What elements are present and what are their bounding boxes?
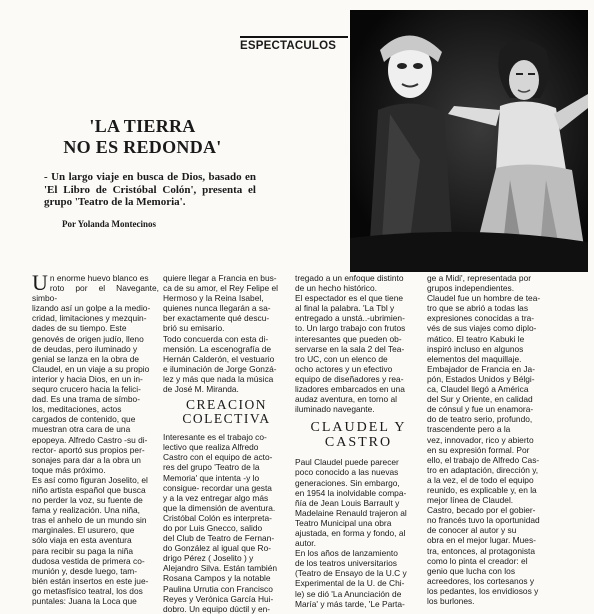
headline-line-2: NO ES REDONDA' xyxy=(63,137,222,157)
column-3 xyxy=(295,273,422,609)
column-4-paragraph-2: Claudel fue un hombre de tea- tro que se abrió a todas las expresiones conocidas a tra- vés de sus viajes como diplo- mático. El teatro Kabuki le inspiró incluso en algunos elementos del maquillaje. Embajador de Francia en Ja- pón, Estados Unidos y Bélgi- ca, Claudel llegó a América del Sur y Oriente, en calidad de cónsul y fue un enamora- do de teatro serio, profundo, trascendente pero a la vez, innovador, rico y abierto en su expresión formal. Por ello, el trabajo de Alfredo Cas- tro en adaptación, dirección y, a la vez, el de todo el equipo reunido, es explicable y, en la mejor línea de Claudel. xyxy=(427,293,541,506)
column-2 xyxy=(163,273,290,614)
subhead-line-2: CASTRO xyxy=(324,435,393,451)
section-label: ESPECTACULOS xyxy=(240,40,337,52)
column-2-paragraph-2: Todo concuerda con esta di- mensión. La escenografía de Hernán Calderón, el vestuario e iluminación de Jorge Gonzá- lez y más que nada la música de José M. Miranda. xyxy=(163,333,277,395)
subhead-line-1: CLAUDEL Y xyxy=(310,420,407,436)
column-1-paragraph-1-text: n enorme huevo blanco es roto por el Navegante, simbo- lizando así un golpe a la medio- cridad, limitaciones y mezquin- dades de su tiempo. Este genovés de origen judío, lleno de deudas, pero iluminado y genial se lanza en la obra de Claudel, en un viaje a su propio interior y hacia Dios, en un in- sequro crucero hacia la felici- dad. Es una trama de símbo- los, meditaciones, actos cargados de contenido, que muestran otra cara de una epopeya. Alfredo Castro -su di- rector- aportó sus propios per- sonajes para dar a la obra un toque más próximo. xyxy=(32,273,159,475)
subhead-line-2: COLECTIVA xyxy=(182,411,271,427)
column-4-paragraph-3: Castro, becado por el gobier- no francés tuvo la oportunidad de conocer al autor y su obra en el mejor lugar. Mues- tra, entonces, al protagonista como lo pinta el creador: el genio que lucha con los acreedores, los cortesanos y los pedantes, los envidiosos y los burlones. xyxy=(427,505,540,606)
headline-line-1: 'LA TIERRA xyxy=(89,116,196,136)
column-1-paragraph-2: Es así como figuran Joselito, el niño artista español que busca no perder la voz, su fuente de fama y realización. Una niña, tras el anhelo de un mundo sin marginales. El usurero, que sólo viaja en esta aventura para recibir su paga la niña dudosa vestida de primera co- munión y, desde luego, tam- bién están insertos en este jue- go metasfísico teatral, los dos puntales: Juana la Loca que xyxy=(32,474,149,606)
column-3-paragraph-2: El espectador es el que tiene al final la palabra. 'La Tbl y entregado a unstá..-ubrimien- to. Un largo trabajo con frutos interesantes que pueden ob- servarse en la sala 2 del Tea- tro UC, con un elenco de ocho actores y un efectivo equipo de diseñadores y rea- lizadores embarcados en una audaz aventura, en torno al iluminado navegante. xyxy=(295,293,406,415)
section-rule xyxy=(240,36,348,38)
column-4-paragraph-1: ge a Midi', representada por grupos independientes. xyxy=(427,273,532,294)
subhead-line-1: CREACION xyxy=(185,397,267,413)
column-2-paragraph-1: quiere llegar a Francia en bus- ca de su amor, el Rey Felipe el Hermoso y la Reina Isabel, quienes nunca llegarán a sa- ber exactamente qué descu- brió su emisario. xyxy=(163,273,278,334)
headline xyxy=(30,116,255,158)
column-2-paragraph-3: Interesante es el trabajo co- lectivo que realiza Alfredo Castro con el equipo de acto- res del grupo 'Teatro de la Memoria' que intenta -y lo consigue- recordar una gesta y a la vez entregar algo más que la dimensión de aventura. Cristóbal Colón es interpreta- do por Luis Gnecco, salido del Club de Teatro de Fernan- do González al igual que Ro- drigo Pérez ( Joselito ) y Alejandro Silva. Están también Rosana Campos y la notable Paulina Urrutia con Francisco Reyes y Verónica García Hui- dobro. Un equipo dúctil y en- xyxy=(163,432,278,614)
byline: Por Yolanda Montecinos xyxy=(62,219,157,229)
dek: - Un largo viaje en busca de Dios, basado en 'El Libro de Cristóbal Colón', presenta el grupo 'Teatro de la Memoria'. xyxy=(44,171,256,208)
column-3-paragraph-3: Paul Claudel puede parecer poco conocido a las nuevas generaciones. Sin embargo, en 1954 la inolvidable compa- ñía de Jean Louis Barrault y Madelaine Renauld trajeron al Teatro Municipal una obra ajustada, en forma y fondo, al autor. xyxy=(295,457,407,549)
column-4 xyxy=(427,273,557,606)
column-3-paragraph-1: tregado a un enfoque distinto de un hecho histórico. xyxy=(295,273,404,294)
column-1 xyxy=(32,270,159,606)
column-1-paragraph-1 xyxy=(32,270,159,475)
subhead-creacion-colectiva xyxy=(163,398,290,426)
stage-photo-image xyxy=(350,10,588,272)
dropcap: U xyxy=(32,270,48,295)
subhead-claudel-y-castro xyxy=(295,420,422,450)
column-3-paragraph-4: En los años de lanzamiento de los teatros universitarios (Teatro de Ensayo de la U.C y Experimental de la U. de Chi- le) se dió 'La Anunciación de María' y más tarde, 'Le Parta- xyxy=(295,548,407,609)
stage-photo xyxy=(350,10,588,272)
